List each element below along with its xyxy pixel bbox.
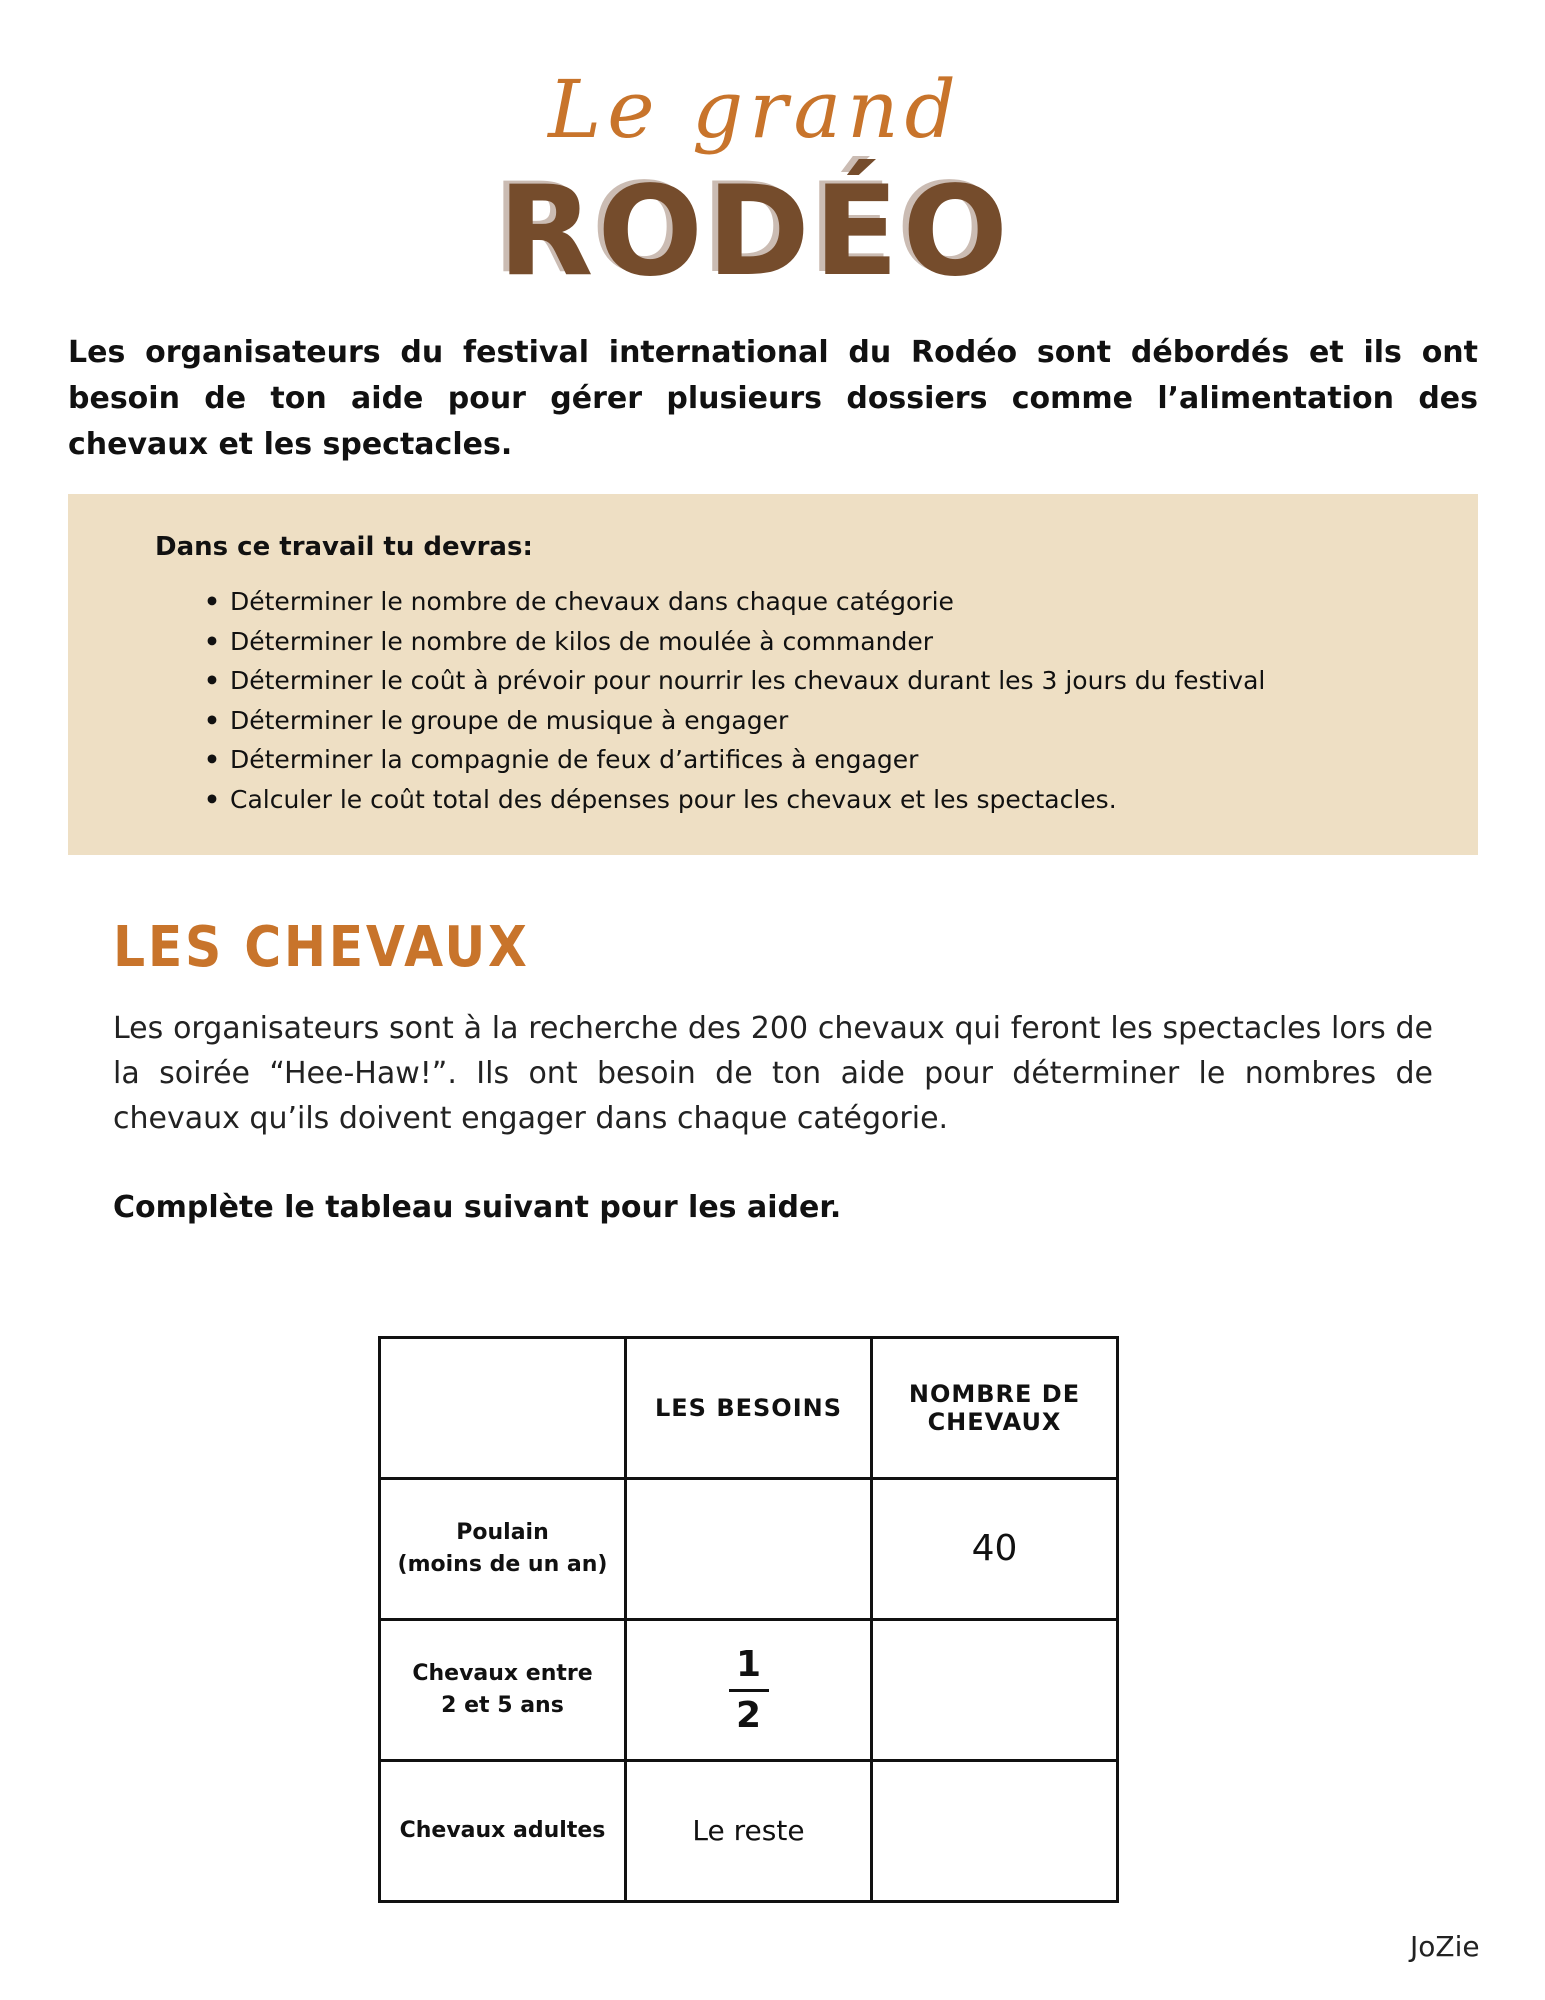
label: Poulain [456, 1520, 549, 1545]
list-item: • Déterminer la compagnie de feux d’artifices à engager [230, 740, 1464, 780]
list-item: • Calculer le coût total des dépenses pour les chevaux et les spectacles. [230, 780, 1464, 820]
horses-table [378, 1336, 1119, 1903]
nombre-cell[interactable] [872, 1761, 1118, 1902]
denominator: 2 [735, 1694, 762, 1736]
list-item: • Déterminer le nombre de kilos de moulée à commander [230, 622, 1464, 662]
tasks-title: Dans ce travail tu devras: [155, 532, 533, 562]
row-label [380, 1620, 626, 1761]
fraction-bar [729, 1689, 769, 1692]
table-row [380, 1761, 1118, 1902]
section-heading: LES CHEVAUX [113, 915, 530, 980]
header-cell [380, 1338, 626, 1479]
fraction [729, 1645, 769, 1736]
besoins-cell[interactable]: Le reste [626, 1761, 872, 1902]
logo-block-text: RODÉO [498, 160, 1012, 304]
besoins-cell[interactable] [626, 1479, 872, 1620]
sublabel: (moins de un an) [397, 1552, 608, 1577]
row-label [380, 1761, 626, 1902]
row-label [380, 1479, 626, 1620]
label: Chevaux adultes [399, 1818, 606, 1843]
numerator: 1 [735, 1643, 762, 1685]
logo-script-text: Le grand [548, 63, 962, 156]
section-paragraph: Les organisateurs sont à la recherche des 200 chevaux qui feront les spectacles lors de la soirée “Hee-Haw!”. Ils ont besoin de ton aide pour déterminer le nombres de chevaux qu’ils doivent engager dans chaque catégorie. [113, 1011, 1433, 1136]
signature: JoZie [1410, 1930, 1480, 1963]
sublabel: 2 et 5 ans [441, 1693, 564, 1718]
list-item: • Déterminer le coût à prévoir pour nourrir les chevaux durant les 3 jours du festival [230, 661, 1464, 701]
tasks-list [204, 582, 1464, 820]
table-row [380, 1479, 1118, 1620]
table-row [380, 1620, 1118, 1761]
header-cell [872, 1338, 1118, 1479]
nombre-cell[interactable] [872, 1620, 1118, 1761]
list-item: • Déterminer le groupe de musique à engager [230, 701, 1464, 741]
intro-paragraph: Les organisateurs du festival international du Rodéo sont débordés et ils ont besoin de ton aide pour gérer plusieurs dossiers comme l’alimentation des chevaux et les spectacles. [68, 335, 1478, 462]
nombre-cell[interactable]: 40 [872, 1479, 1118, 1620]
header-text: NOMBRE DE CHEVAUX [908, 1380, 1081, 1436]
list-item: • Déterminer le nombre de chevaux dans chaque catégorie [230, 582, 1464, 622]
le-grand-rodeo-logo [370, 62, 1140, 302]
header-cell: LES BESOINS [626, 1338, 872, 1479]
table-header-row [380, 1338, 1118, 1479]
label: Chevaux entre [412, 1661, 593, 1686]
besoins-cell[interactable] [626, 1620, 872, 1761]
tasks-box [68, 494, 1478, 855]
instruction: Complète le tableau suivant pour les aider. [113, 1190, 842, 1225]
